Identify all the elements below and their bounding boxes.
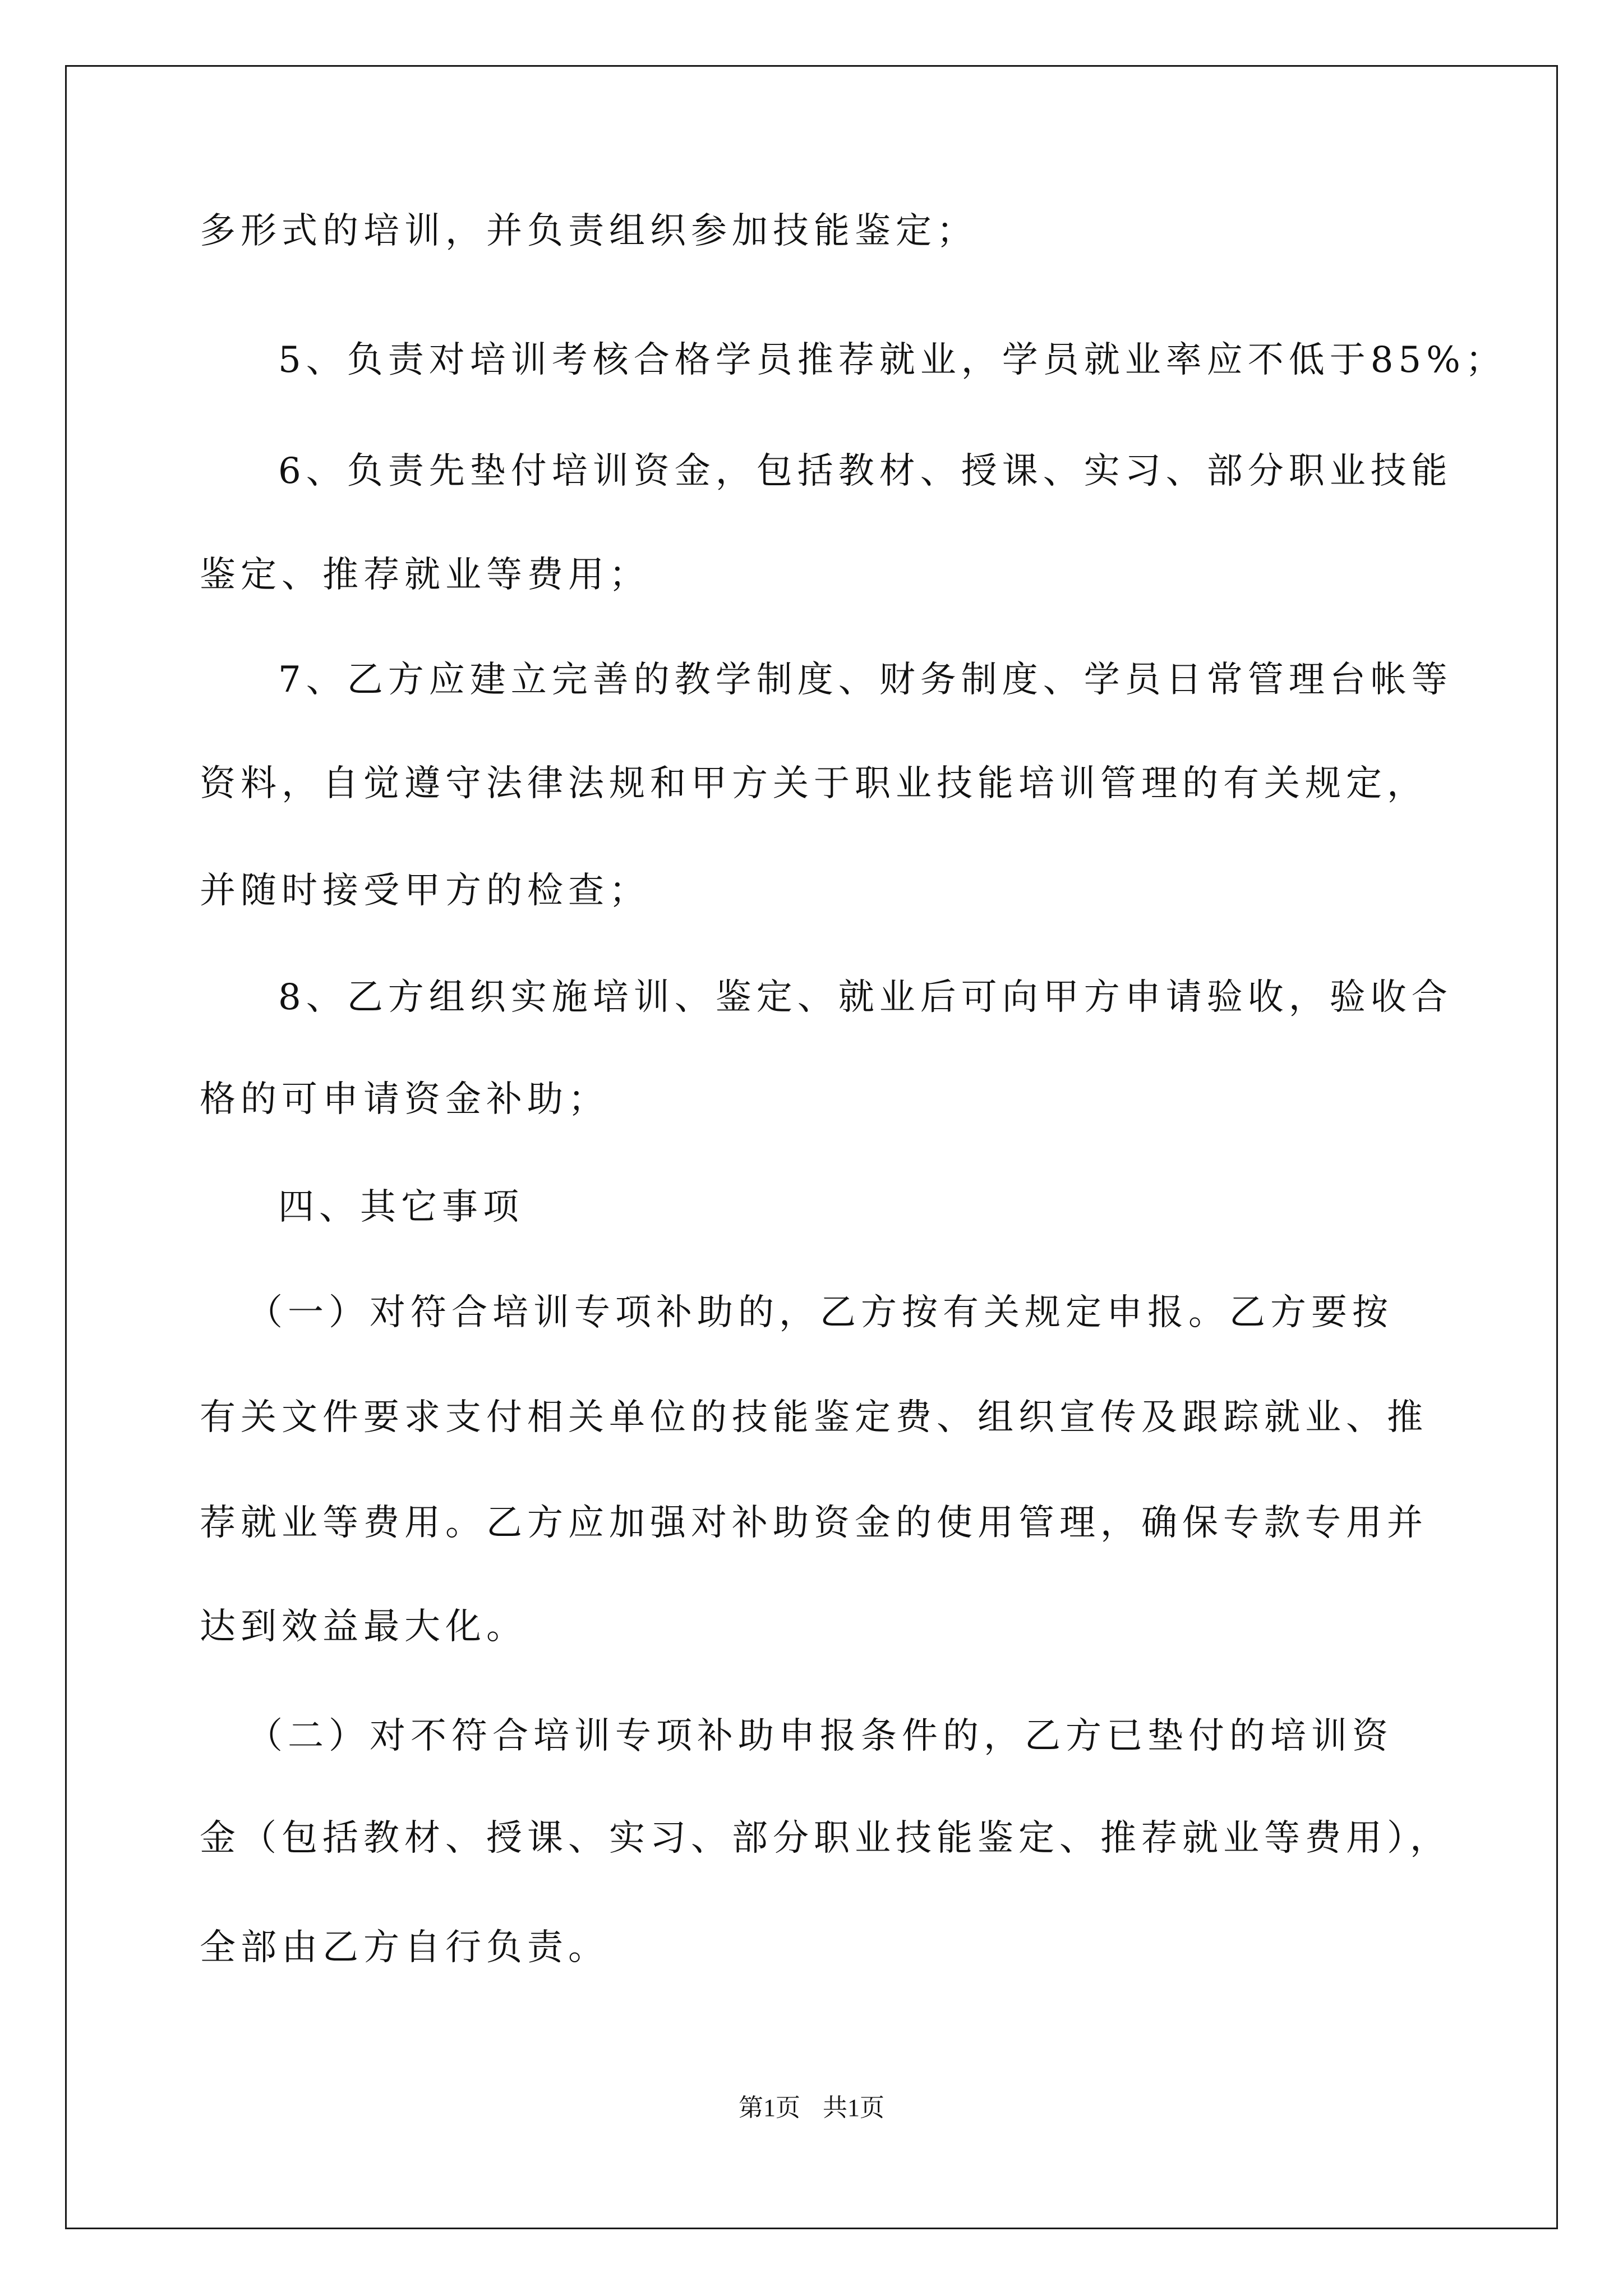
page-number: 第1页 [739,2094,800,2122]
text-line: 6、负责先垫付培训资金，包括教材、授课、实习、部分职业技能 [278,450,1453,492]
page-border [65,65,1558,2229]
text-line: 资料，自觉遵守法律法规和甲方关于职业技能培训管理的有关规定， [200,763,1428,804]
text-line: 金（包括教材、授课、实习、部分职业技能鉴定、推荐就业等费用）， [200,1818,1451,1859]
page-footer [0,2092,1623,2124]
text-line: 有关文件要求支付相关单位的技能鉴定费、组织宣传及跟踪就业、推 [200,1397,1428,1438]
text-line: 格的可申请资金补助； [200,1079,609,1120]
text-line: 并随时接受甲方的检查； [200,870,650,912]
text-line: 8、乙方组织实施培训、鉴定、就业后可向甲方申请验收，验收合 [278,977,1453,1018]
text-line: 荐就业等费用。乙方应加强对补助资金的使用管理，确保专款专用并 [200,1502,1428,1544]
text-line: （一）对符合培训专项补助的，乙方按有关规定申报。乙方要按 [247,1292,1393,1333]
text-line: 多形式的培训，并负责组织参加技能鉴定； [200,210,978,252]
text-line: 5、负责对培训考核合格学员推荐就业，学员就业率应不低于85%； [278,339,1506,381]
text-line: 鉴定、推荐就业等费用； [200,554,650,596]
text-line: 7、乙方应建立完善的教学制度、财务制度、学员日常管理台帐等 [278,659,1453,701]
section-heading: 四、其它事项 [278,1186,524,1228]
text-line: 达到效益最大化。 [200,1606,527,1648]
page-total: 共1页 [823,2094,884,2122]
text-line: （二）对不符合培训专项补助申报条件的，乙方已垫付的培训资 [247,1715,1393,1757]
text-line: 全部由乙方自行负责。 [200,1927,609,1968]
